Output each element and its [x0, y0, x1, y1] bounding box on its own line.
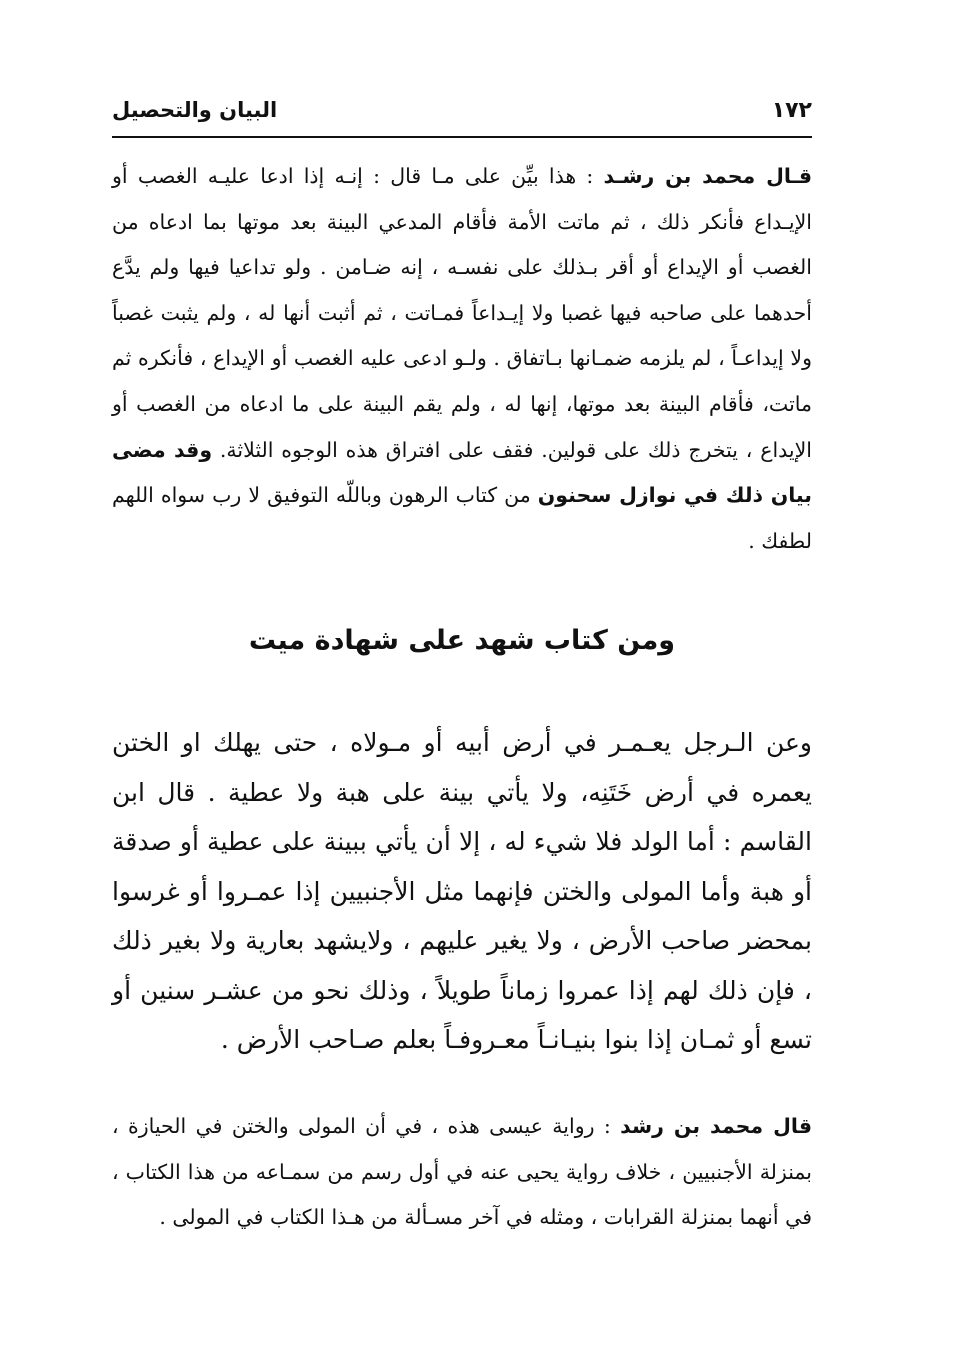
page-header [112, 96, 812, 136]
reference-text: وقد مضى بيان ذلك في نوازل سحنون [112, 437, 812, 508]
commentary-paragraph-1 [112, 154, 812, 564]
speaker-name: قال محمد بن رشد [620, 1114, 812, 1138]
main-text-paragraph: وعن الـرجل يعـمـر في أرض أبيه أو مـولاه ، حتى يهلك او الختن يعمره في أرض خَتَنِه، ولا يأتي بينة على هبة ولا عطية . قال ابن القاسم : أما الولد فلا شيء له ، إلا أن يأتي ببينة على عطية أو صدقة أو هبة وأما المولى والختن فإنهما مثل الأجنبيين إذا عمـروا أو غرسوا بمحضر صاحب الأرض ، ولا يغير عليهم ، ولايشهد بعارية ولا بغير ذلك ، فإن ذلك لهم إذا عمروا زماناً طويلاً ، وذلك نحو من عشـر سنين أو تسع أو ثمـان إذا بنوا بنيـانـاً معـروفـاً بعلم صـاحب الأرض . [112, 728, 812, 1054]
header-rule [112, 136, 812, 138]
speaker-name: قـال محمد بن رشـد [603, 164, 812, 188]
paragraph-text: : رواية عيسى هذه ، في أن المولى والختن في الحيازة ، بمنزلة الأجنبيين ، خلاف رواية يحيى عنه في أول رسم من سمـاعه من هذا الكتاب ، في أنهما بمنزلة القرابات ، ومثله في آخر مسـألة من هـذا الكتاب في المولى . [112, 1114, 812, 1230]
section-heading: ومن كتاب شهد على شهادة ميت [248, 625, 676, 656]
paragraph-text-end: من كتاب الرهون وباللّه التوفيق لا رب سواه اللهم لطفك . [112, 483, 812, 553]
running-title: البيان والتحصيل [112, 98, 278, 122]
page-number: ١٧٢ [771, 98, 812, 123]
paragraph-text: : هذا بيِّن على مـا قال : إنـه إذا ادعا عليـه الغصب أو الإيـداع فأنكر ذلك ، ثم ماتت الأمة فأقام المدعي البينة بعد موتها بما ادعاه من الغصب أو الإيداع أو أقر بـذلك على نفسـه ، إنه ضـامن . ولو تداعيا فيها ولم يدَّع أحدهما على صاحبه فيها غصبا ولا إيـداعاً فمـاتت ، ثم أثبت أنها له ، ولم يثبت غصباً ولا إيداعـاً ، لم يلزمه ضمـانها بـاتفاق . ولـو ادعى عليه الغصب أو الإيداع ، فأنكره ثم ماتت، فأقام البينة بعد موتها، إنها له ، ولم يقم البينة على ما ادعاه من الغصب أو الإيداع ، يتخرج ذلك على قولين. فقف على افتراق هذه الوجوه الثلاثة. [112, 164, 812, 462]
commentary-paragraph-2 [112, 1104, 812, 1241]
